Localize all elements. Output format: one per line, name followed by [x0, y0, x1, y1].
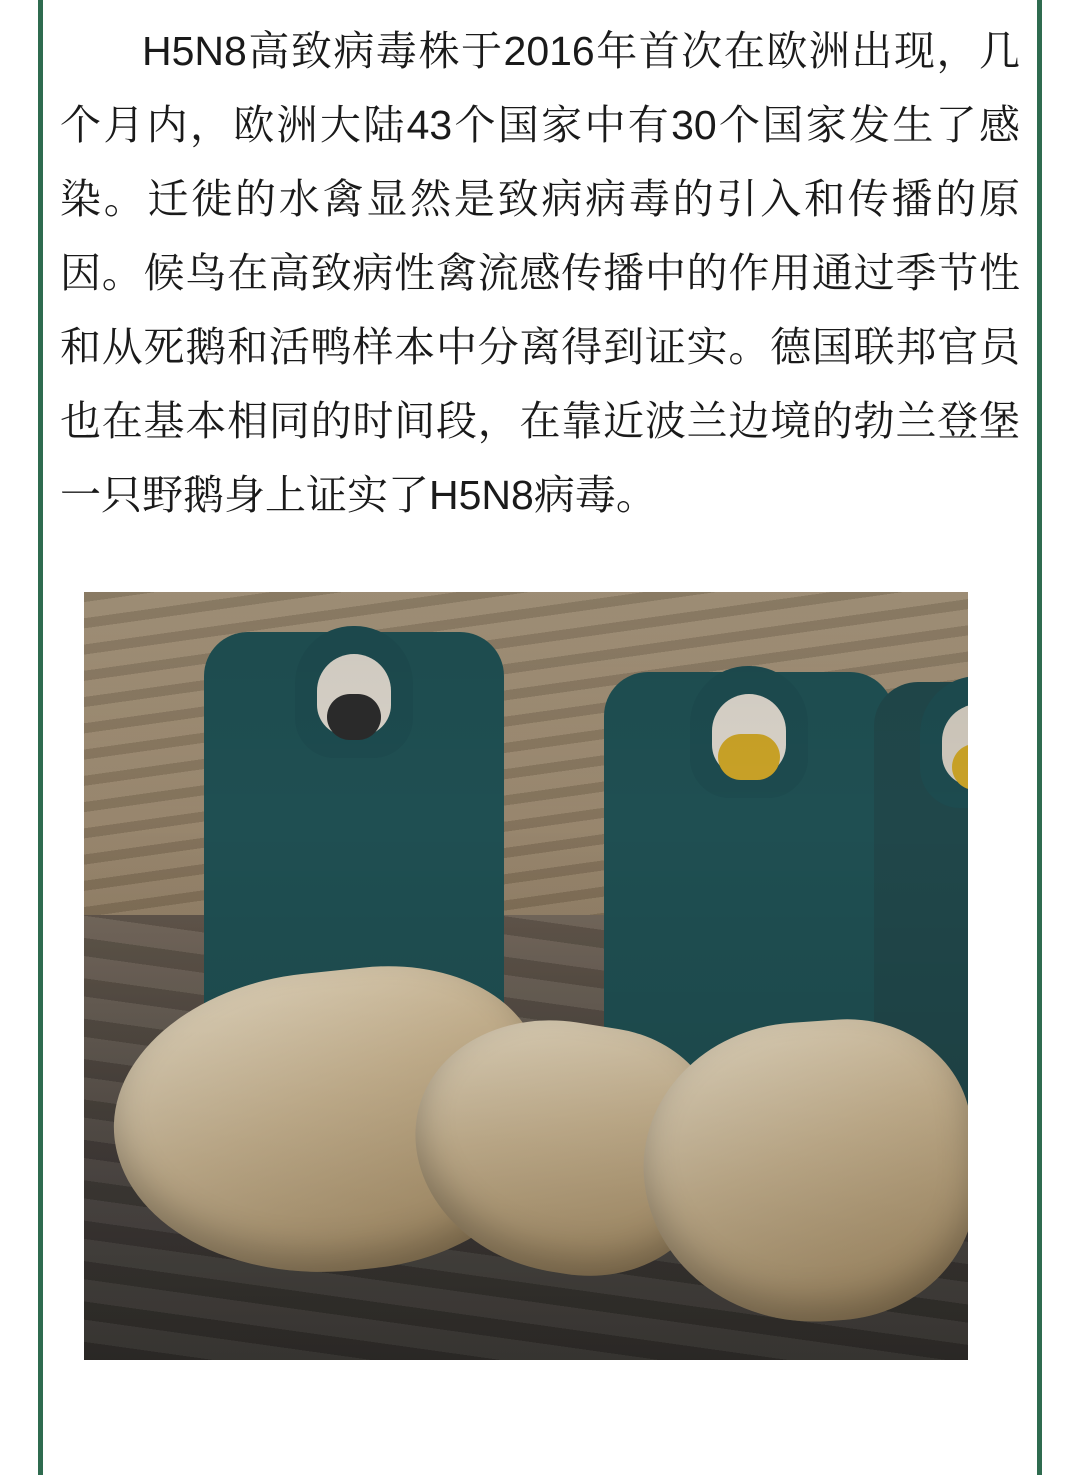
article-body [60, 0, 1020, 532]
photo-shading-overlay [84, 592, 968, 1360]
left-border-rule [38, 0, 43, 1475]
right-border-rule [1037, 0, 1042, 1475]
article-figure [84, 592, 968, 1360]
article-container [60, 0, 1020, 1475]
poultry-cull-photo [84, 592, 968, 1360]
article-paragraph: H5N8高致病毒株于2016年首次在欧洲出现，几个月内，欧洲大陆43个国家中有30个国家发生了感染。迁徙的水禽显然是致病病毒的引入和传播的原因。候鸟在高致病性禽流感传播中的作用通过季节性和从死鹅和活鸭样本中分离得到证实。德国联邦官员也在基本相同的时间段，在靠近波兰边境的勃兰登堡一只野鹅身上证实了H5N8病毒。 [60, 28, 1020, 518]
